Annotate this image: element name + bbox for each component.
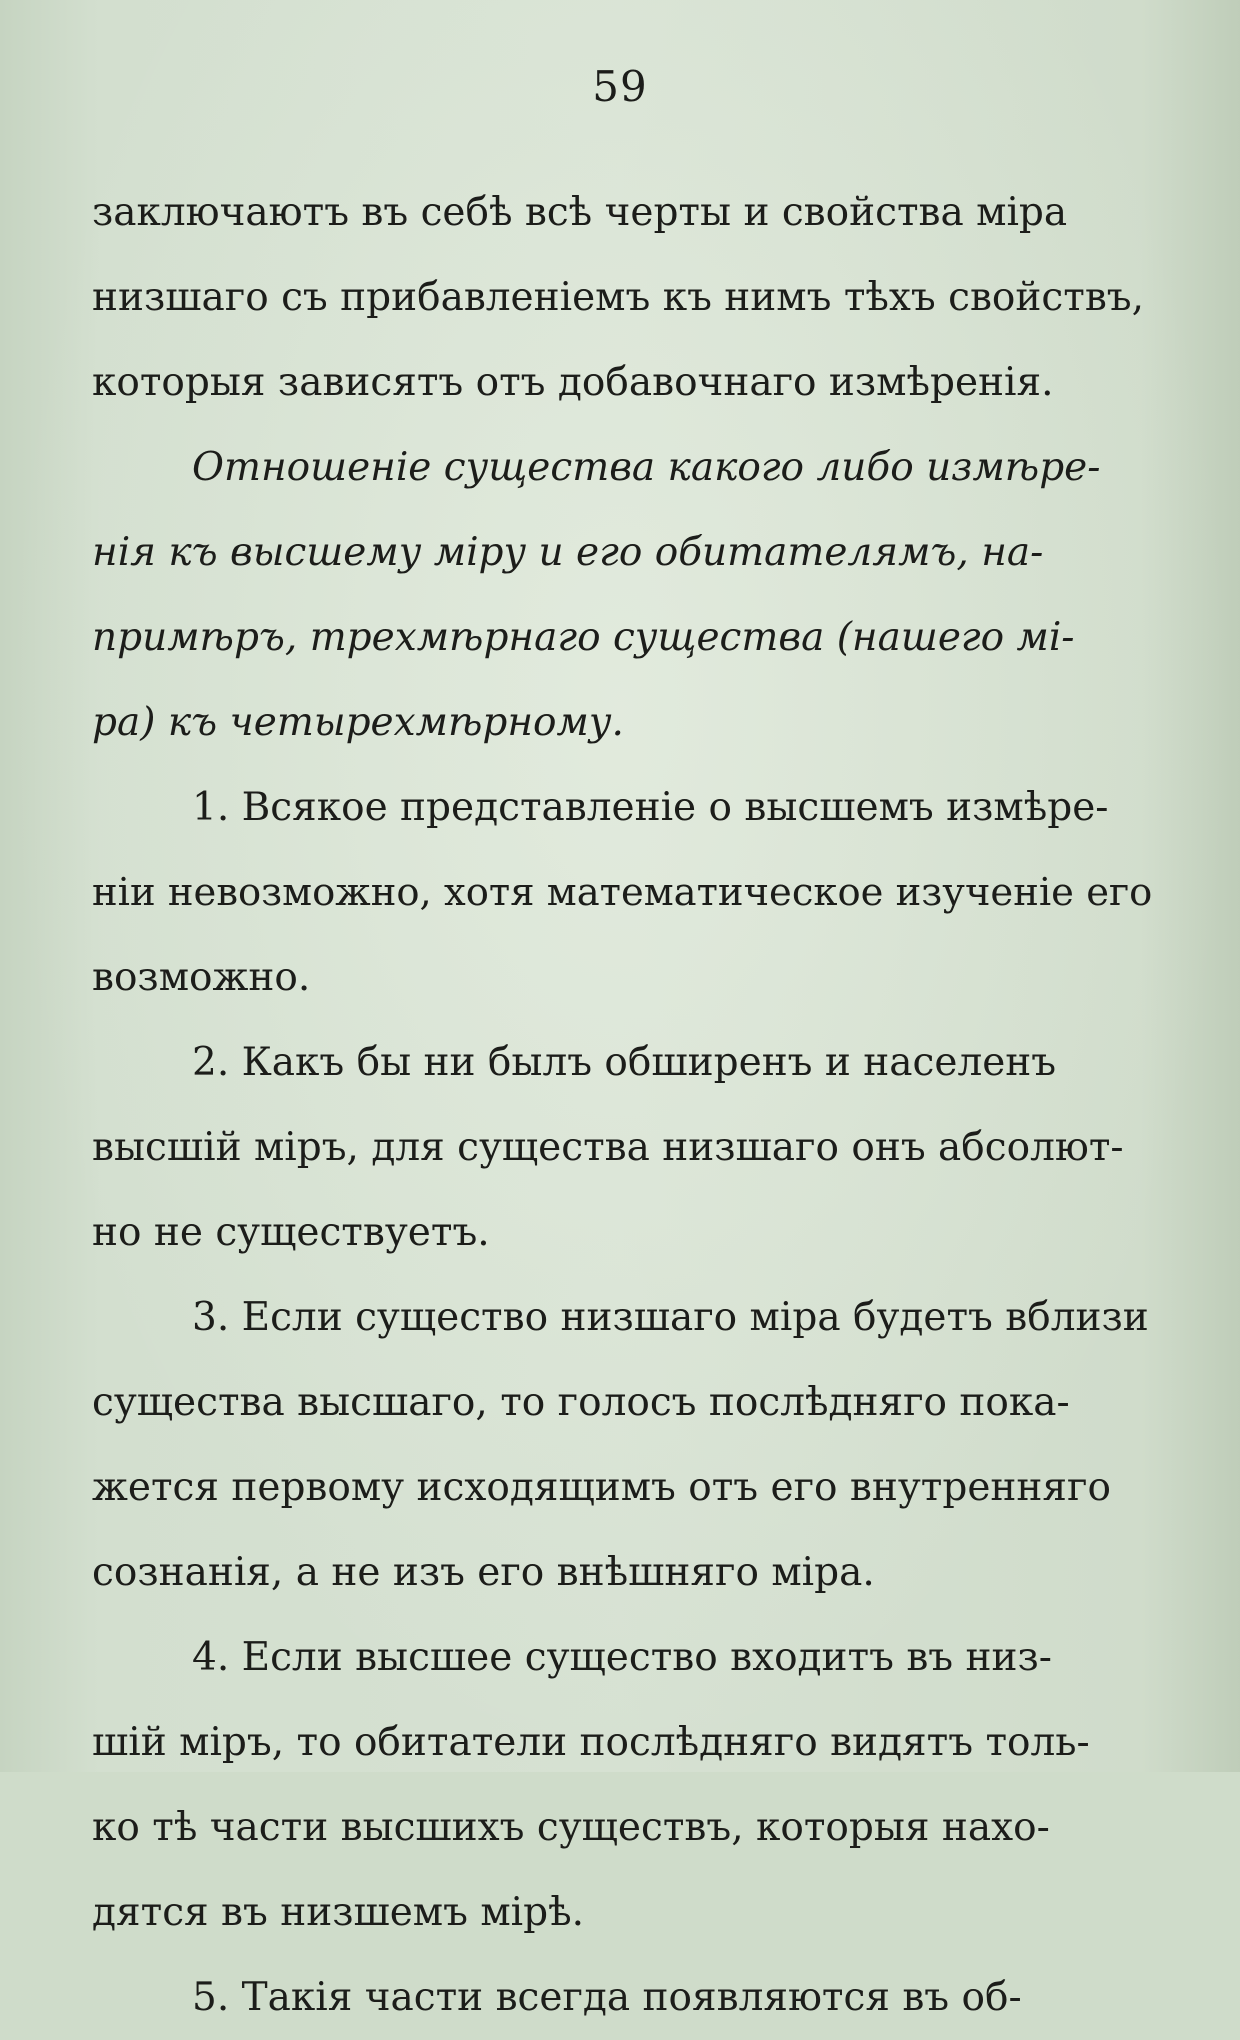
text-line: ко тѣ части высшихъ существъ, которыя нахо- bbox=[92, 1805, 1050, 1850]
numbered-item-4: 4. Если высшее существо входитъ въ низ- bbox=[192, 1635, 1052, 1680]
text-line: существа высшаго, то голосъ послѣдняго пока- bbox=[92, 1380, 1070, 1425]
section-heading-line: ра) къ четырехмѣрному. bbox=[92, 700, 624, 745]
text-line: высшій міръ, для существа низшаго онъ абсолют- bbox=[92, 1125, 1124, 1170]
numbered-item-5: 5. Такія части всегда появляются въ об- bbox=[192, 1975, 1022, 2020]
body-text bbox=[92, 170, 1164, 2040]
text-line: шій міръ, то обитатели послѣдняго видятъ толь- bbox=[92, 1720, 1090, 1765]
text-line: низшаго съ прибавленіемъ къ нимъ тѣхъ свойствъ, bbox=[92, 275, 1144, 320]
text-line: сознанія, а не изъ его внѣшняго міра. bbox=[92, 1550, 875, 1595]
numbered-item-2: 2. Какъ бы ни былъ обширенъ и населенъ bbox=[192, 1040, 1057, 1085]
text-line: дятся въ низшемъ мірѣ. bbox=[92, 1890, 585, 1935]
page-number: 59 bbox=[592, 62, 648, 111]
text-line: заключаютъ въ себѣ всѣ черты и свойства міра bbox=[92, 190, 1068, 235]
section-heading-line: примѣръ, трехмѣрнаго существа (нашего мі- bbox=[92, 615, 1075, 660]
text-line: но не существуетъ. bbox=[92, 1210, 490, 1255]
numbered-item-1: 1. Всякое представленіе о высшемъ измѣре- bbox=[192, 785, 1109, 830]
text-line: которыя зависятъ отъ добавочнаго измѣренія. bbox=[92, 360, 1054, 405]
section-heading-line: нія къ высшему міру и его обитателямъ, на- bbox=[92, 530, 1044, 575]
text-line: ніи невозможно, хотя математическое изученіе его bbox=[92, 870, 1153, 915]
section-heading-line: Отношеніе существа какого либо измѣре- bbox=[192, 445, 1101, 490]
text-line: возможно. bbox=[92, 955, 311, 1000]
text-line: жется первому исходящимъ отъ его внутренняго bbox=[92, 1465, 1111, 1510]
numbered-item-3: 3. Если существо низшаго міра будетъ вблизи bbox=[192, 1295, 1149, 1340]
